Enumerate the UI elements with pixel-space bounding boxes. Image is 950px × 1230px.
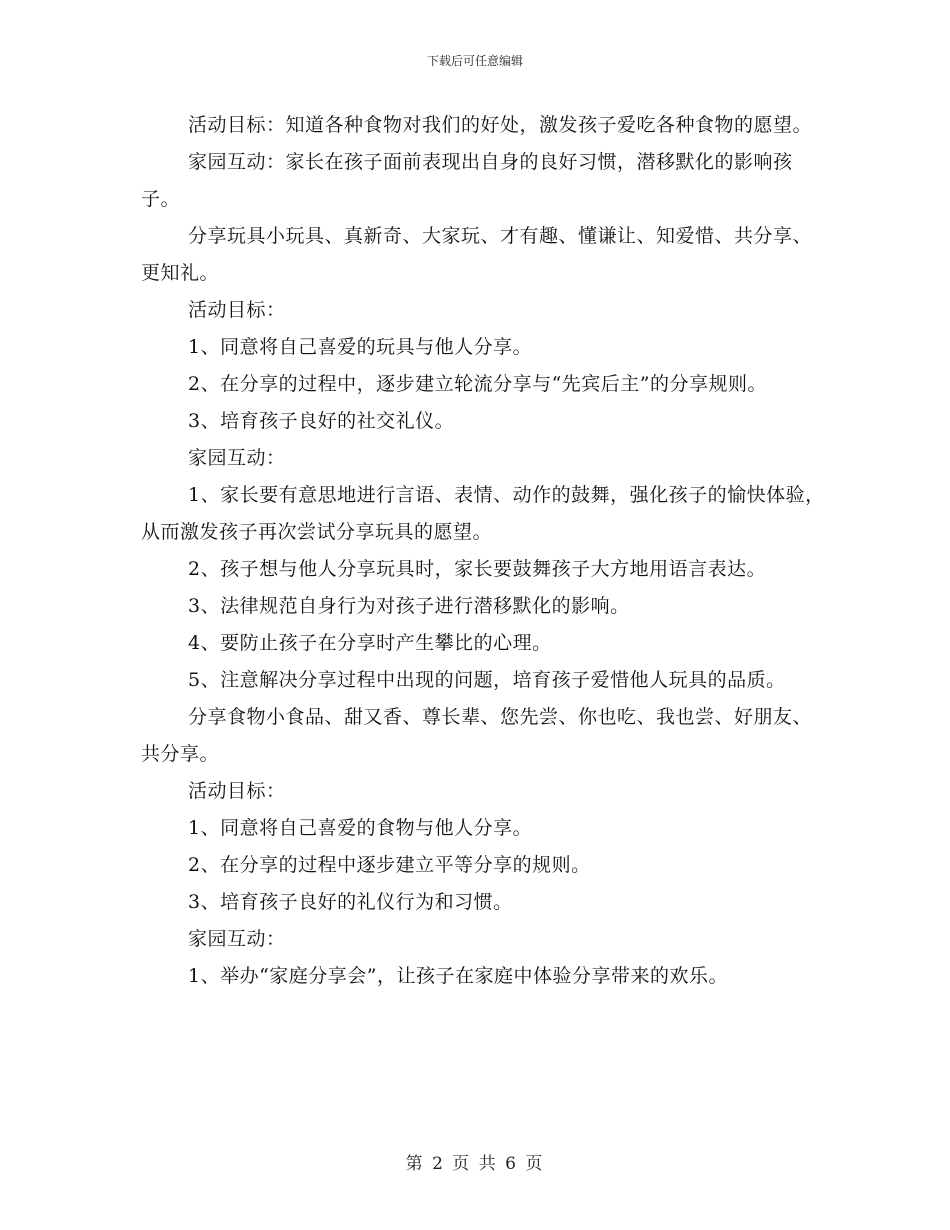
paragraph: 2、在分享的过程中，逐步建立轮流分享与“先宾后主”的分享规则。 xyxy=(188,373,768,395)
paragraph: 5、注意解决分享过程中出现的问题，培育孩子爱惜他人玩具的品质。 xyxy=(188,669,786,691)
paragraph: 活动目标： xyxy=(188,299,286,321)
paragraph: 活动目标： xyxy=(188,780,286,802)
paragraph: 家园互动： xyxy=(188,928,286,950)
paragraph: 分享食物小食品、甜又香、尊长辈、您先尝、你也吃、我也尝、好朋友、共分享。 xyxy=(141,706,813,765)
paragraph: 1、举办“家庭分享会”，让孩子在家庭中体验分享带来的欢乐。 xyxy=(188,965,729,987)
document-body xyxy=(141,107,831,995)
paragraph: 1、同意将自己喜爱的玩具与他人分享。 xyxy=(188,336,533,358)
paragraph: 2、在分享的过程中逐步建立平等分享的规则。 xyxy=(188,854,591,876)
paragraph: 2、孩子想与他人分享玩具时，家长要鼓舞孩子大方地用语言表达。 xyxy=(188,558,767,580)
paragraph: 家园互动：家长在孩子面前表现出自身的良好习惯，潜移默化的影响孩子。 xyxy=(141,151,793,210)
paragraph: 4、要防止孩子在分享时产生攀比的心理。 xyxy=(188,632,552,654)
paragraph: 分享玩具小玩具、真新奇、大家玩、才有趣、懂谦让、知爱惜、共分享、更知礼。 xyxy=(141,225,813,284)
paragraph: 3、法律规范自身行为对孩子进行潜移默化的影响。 xyxy=(188,595,630,617)
paragraph: 家园互动： xyxy=(188,447,286,469)
paragraph: 1、同意将自己喜爱的食物与他人分享。 xyxy=(188,817,533,839)
paragraph: 活动目标：知道各种食物对我们的好处，激发孩子爱吃各种食物的愿望。 xyxy=(188,114,813,136)
paragraph: 1、家长要有意思地进行言语、表情、动作的鼓舞，强化孩子的愉快体验，从而激发孩子再次尝试分享玩具的愿望。 xyxy=(141,484,825,543)
page-header: 下载后可任意编辑 xyxy=(426,54,523,68)
paragraph: 3、培育孩子良好的礼仪行为和习惯。 xyxy=(188,891,513,913)
page-footer: 第 2 页 共 6 页 xyxy=(405,1154,545,1174)
paragraph: 3、培育孩子良好的社交礼仪。 xyxy=(188,410,455,432)
